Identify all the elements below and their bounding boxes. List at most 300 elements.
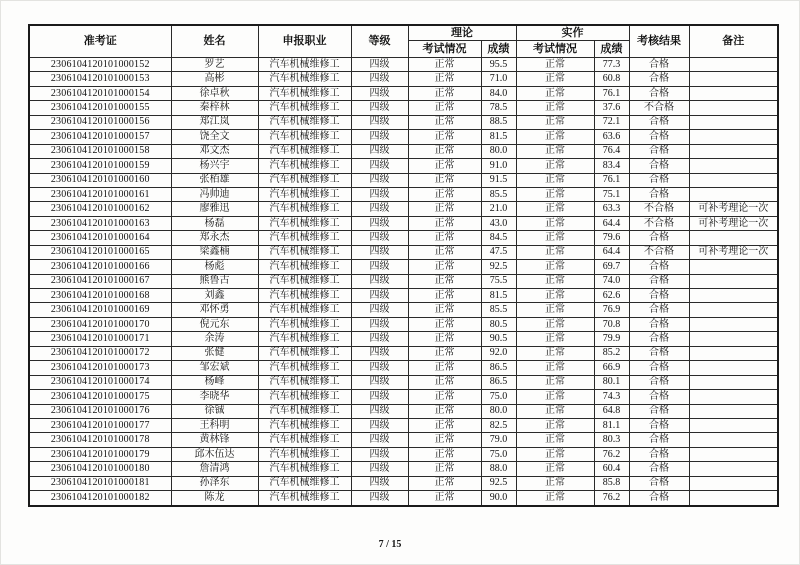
cell-remark — [689, 159, 778, 173]
cell-level: 四级 — [351, 187, 408, 201]
header-practical-status: 考试情况 — [516, 41, 594, 58]
cell-theory-score: 71.0 — [481, 72, 516, 86]
table-row — [29, 130, 778, 144]
cell-result: 合格 — [629, 173, 689, 187]
table-row — [29, 346, 778, 360]
cell-result: 合格 — [629, 274, 689, 288]
cell-level: 四级 — [351, 289, 408, 303]
cell-theory-status: 正常 — [408, 159, 481, 173]
cell-practical-status: 正常 — [516, 404, 594, 418]
cell-practical-score: 76.2 — [594, 447, 629, 461]
table-row — [29, 202, 778, 216]
cell-remark — [689, 144, 778, 158]
cell-admission-no: 2306104120101000178 — [29, 433, 171, 447]
cell-practical-status: 正常 — [516, 231, 594, 245]
cell-remark — [689, 346, 778, 360]
header-name: 姓名 — [171, 25, 258, 58]
cell-practical-score: 76.1 — [594, 173, 629, 187]
cell-admission-no: 2306104120101000182 — [29, 491, 171, 506]
table-row — [29, 418, 778, 432]
cell-theory-score: 75.0 — [481, 447, 516, 461]
cell-practical-status: 正常 — [516, 433, 594, 447]
cell-name: 倪元东 — [171, 317, 258, 331]
cell-theory-score: 82.5 — [481, 418, 516, 432]
cell-remark — [689, 303, 778, 317]
cell-occupation: 汽车机械维修工 — [258, 303, 351, 317]
cell-result: 合格 — [629, 58, 689, 72]
cell-remark — [689, 58, 778, 72]
cell-practical-score: 64.4 — [594, 216, 629, 230]
cell-name: 张栢雄 — [171, 173, 258, 187]
cell-practical-score: 85.2 — [594, 346, 629, 360]
cell-theory-score: 92.0 — [481, 346, 516, 360]
cell-theory-score: 90.5 — [481, 332, 516, 346]
cell-practical-status: 正常 — [516, 130, 594, 144]
cell-practical-status: 正常 — [516, 447, 594, 461]
cell-name: 熊鲁古 — [171, 274, 258, 288]
cell-practical-status: 正常 — [516, 216, 594, 230]
exam-results-table — [28, 24, 779, 507]
cell-level: 四级 — [351, 476, 408, 490]
table-row — [29, 115, 778, 129]
cell-practical-score: 60.8 — [594, 72, 629, 86]
cell-occupation: 汽车机械维修工 — [258, 418, 351, 432]
cell-practical-status: 正常 — [516, 303, 594, 317]
cell-theory-status: 正常 — [408, 462, 481, 476]
cell-practical-status: 正常 — [516, 245, 594, 259]
cell-theory-score: 80.0 — [481, 404, 516, 418]
table-header — [29, 25, 778, 58]
cell-theory-score: 78.5 — [481, 101, 516, 115]
cell-name: 余涛 — [171, 332, 258, 346]
table-row — [29, 260, 778, 274]
cell-practical-status: 正常 — [516, 317, 594, 331]
cell-name: 邓怀勇 — [171, 303, 258, 317]
table-row — [29, 58, 778, 72]
cell-level: 四级 — [351, 375, 408, 389]
cell-practical-status: 正常 — [516, 346, 594, 360]
cell-admission-no: 2306104120101000181 — [29, 476, 171, 490]
cell-occupation: 汽车机械维修工 — [258, 130, 351, 144]
cell-theory-score: 81.5 — [481, 130, 516, 144]
cell-level: 四级 — [351, 245, 408, 259]
cell-admission-no: 2306104120101000165 — [29, 245, 171, 259]
table-row — [29, 361, 778, 375]
table-row — [29, 462, 778, 476]
table-row — [29, 303, 778, 317]
cell-theory-status: 正常 — [408, 303, 481, 317]
cell-occupation: 汽车机械维修工 — [258, 317, 351, 331]
cell-theory-status: 正常 — [408, 202, 481, 216]
cell-occupation: 汽车机械维修工 — [258, 115, 351, 129]
cell-result: 合格 — [629, 447, 689, 461]
cell-admission-no: 2306104120101000166 — [29, 260, 171, 274]
cell-theory-status: 正常 — [408, 332, 481, 346]
cell-name: 徐铖 — [171, 404, 258, 418]
cell-practical-status: 正常 — [516, 72, 594, 86]
cell-result: 合格 — [629, 86, 689, 100]
cell-practical-score: 79.9 — [594, 332, 629, 346]
table-row — [29, 447, 778, 461]
cell-remark — [689, 130, 778, 144]
cell-practical-score: 64.4 — [594, 245, 629, 259]
cell-practical-status: 正常 — [516, 462, 594, 476]
cell-name: 杨兴宇 — [171, 159, 258, 173]
cell-name: 廖雅迅 — [171, 202, 258, 216]
cell-practical-score: 74.3 — [594, 390, 629, 404]
cell-remark — [689, 317, 778, 331]
cell-result: 合格 — [629, 346, 689, 360]
cell-remark — [689, 260, 778, 274]
cell-result: 合格 — [629, 231, 689, 245]
cell-admission-no: 2306104120101000156 — [29, 115, 171, 129]
cell-remark — [689, 390, 778, 404]
cell-level: 四级 — [351, 130, 408, 144]
cell-remark — [689, 86, 778, 100]
cell-practical-status: 正常 — [516, 187, 594, 201]
cell-occupation: 汽车机械维修工 — [258, 58, 351, 72]
cell-name: 孙泽东 — [171, 476, 258, 490]
cell-level: 四级 — [351, 404, 408, 418]
cell-result: 合格 — [629, 260, 689, 274]
cell-level: 四级 — [351, 115, 408, 129]
cell-practical-status: 正常 — [516, 332, 594, 346]
cell-remark — [689, 361, 778, 375]
cell-occupation: 汽车机械维修工 — [258, 462, 351, 476]
cell-practical-score: 70.8 — [594, 317, 629, 331]
header-practical-score: 成绩 — [594, 41, 629, 58]
cell-result: 不合格 — [629, 202, 689, 216]
cell-practical-status: 正常 — [516, 274, 594, 288]
cell-theory-score: 95.5 — [481, 58, 516, 72]
cell-theory-score: 47.5 — [481, 245, 516, 259]
table-row — [29, 433, 778, 447]
table-row — [29, 476, 778, 490]
cell-practical-score: 79.6 — [594, 231, 629, 245]
header-occupation: 申报职业 — [258, 25, 351, 58]
cell-level: 四级 — [351, 72, 408, 86]
cell-theory-score: 88.0 — [481, 462, 516, 476]
cell-remark — [689, 418, 778, 432]
cell-theory-score: 75.5 — [481, 274, 516, 288]
cell-practical-status: 正常 — [516, 361, 594, 375]
cell-name: 郑永杰 — [171, 231, 258, 245]
header-result: 考核结果 — [629, 25, 689, 58]
cell-level: 四级 — [351, 418, 408, 432]
cell-practical-score: 80.3 — [594, 433, 629, 447]
cell-result: 合格 — [629, 144, 689, 158]
cell-practical-status: 正常 — [516, 115, 594, 129]
cell-result: 合格 — [629, 159, 689, 173]
table-row — [29, 375, 778, 389]
cell-practical-score: 69.7 — [594, 260, 629, 274]
cell-theory-status: 正常 — [408, 274, 481, 288]
cell-practical-status: 正常 — [516, 86, 594, 100]
cell-theory-score: 80.5 — [481, 317, 516, 331]
table-row — [29, 159, 778, 173]
cell-level: 四级 — [351, 144, 408, 158]
cell-theory-status: 正常 — [408, 260, 481, 274]
table-row — [29, 317, 778, 331]
cell-result: 合格 — [629, 462, 689, 476]
cell-level: 四级 — [351, 317, 408, 331]
cell-level: 四级 — [351, 260, 408, 274]
cell-result: 合格 — [629, 130, 689, 144]
cell-name: 杨峰 — [171, 375, 258, 389]
cell-occupation: 汽车机械维修工 — [258, 476, 351, 490]
cell-level: 四级 — [351, 361, 408, 375]
cell-level: 四级 — [351, 303, 408, 317]
cell-occupation: 汽车机械维修工 — [258, 289, 351, 303]
cell-practical-score: 64.8 — [594, 404, 629, 418]
cell-theory-status: 正常 — [408, 173, 481, 187]
cell-practical-score: 76.9 — [594, 303, 629, 317]
cell-level: 四级 — [351, 491, 408, 506]
cell-result: 不合格 — [629, 245, 689, 259]
cell-practical-score: 76.4 — [594, 144, 629, 158]
cell-remark — [689, 433, 778, 447]
cell-occupation: 汽车机械维修工 — [258, 447, 351, 461]
cell-level: 四级 — [351, 462, 408, 476]
cell-remark — [689, 231, 778, 245]
cell-practical-score: 81.1 — [594, 418, 629, 432]
cell-remark — [689, 462, 778, 476]
table-row — [29, 86, 778, 100]
table-row — [29, 144, 778, 158]
cell-practical-status: 正常 — [516, 375, 594, 389]
cell-practical-status: 正常 — [516, 159, 594, 173]
cell-practical-status: 正常 — [516, 418, 594, 432]
cell-occupation: 汽车机械维修工 — [258, 433, 351, 447]
cell-remark — [689, 447, 778, 461]
cell-occupation: 汽车机械维修工 — [258, 390, 351, 404]
cell-remark — [689, 187, 778, 201]
page-number: 7 / 15 — [378, 539, 402, 550]
header-practical-group: 实作 — [516, 25, 629, 41]
header-level: 等级 — [351, 25, 408, 58]
cell-result: 合格 — [629, 289, 689, 303]
table-row — [29, 274, 778, 288]
cell-theory-status: 正常 — [408, 404, 481, 418]
cell-admission-no: 2306104120101000177 — [29, 418, 171, 432]
cell-remark — [689, 274, 778, 288]
cell-theory-score: 84.0 — [481, 86, 516, 100]
cell-admission-no: 2306104120101000162 — [29, 202, 171, 216]
cell-level: 四级 — [351, 332, 408, 346]
cell-name: 王科明 — [171, 418, 258, 432]
cell-admission-no: 2306104120101000170 — [29, 317, 171, 331]
cell-practical-score: 76.2 — [594, 491, 629, 506]
cell-theory-score: 81.5 — [481, 289, 516, 303]
cell-theory-score: 88.5 — [481, 115, 516, 129]
cell-remark — [689, 115, 778, 129]
cell-practical-status: 正常 — [516, 491, 594, 506]
cell-practical-score: 66.9 — [594, 361, 629, 375]
cell-theory-score: 79.0 — [481, 433, 516, 447]
cell-level: 四级 — [351, 447, 408, 461]
cell-result: 合格 — [629, 433, 689, 447]
cell-remark — [689, 101, 778, 115]
cell-theory-score: 92.5 — [481, 260, 516, 274]
header-admission-no: 准考证 — [29, 25, 171, 58]
cell-remark: 可补考理论一次 — [689, 216, 778, 230]
cell-result: 合格 — [629, 418, 689, 432]
cell-occupation: 汽车机械维修工 — [258, 187, 351, 201]
cell-theory-status: 正常 — [408, 101, 481, 115]
cell-theory-status: 正常 — [408, 289, 481, 303]
cell-name: 高彬 — [171, 72, 258, 86]
cell-theory-status: 正常 — [408, 491, 481, 506]
cell-theory-status: 正常 — [408, 187, 481, 201]
cell-theory-status: 正常 — [408, 390, 481, 404]
header-remark: 备注 — [689, 25, 778, 58]
cell-practical-score: 62.6 — [594, 289, 629, 303]
cell-result: 合格 — [629, 332, 689, 346]
cell-theory-status: 正常 — [408, 433, 481, 447]
cell-occupation: 汽车机械维修工 — [258, 202, 351, 216]
cell-practical-status: 正常 — [516, 58, 594, 72]
cell-admission-no: 2306104120101000155 — [29, 101, 171, 115]
cell-practical-status: 正常 — [516, 390, 594, 404]
cell-result: 合格 — [629, 303, 689, 317]
cell-admission-no: 2306104120101000179 — [29, 447, 171, 461]
cell-practical-score: 75.1 — [594, 187, 629, 201]
cell-level: 四级 — [351, 346, 408, 360]
cell-occupation: 汽车机械维修工 — [258, 144, 351, 158]
cell-level: 四级 — [351, 231, 408, 245]
cell-admission-no: 2306104120101000153 — [29, 72, 171, 86]
cell-admission-no: 2306104120101000159 — [29, 159, 171, 173]
cell-name: 詹清鸿 — [171, 462, 258, 476]
cell-admission-no: 2306104120101000157 — [29, 130, 171, 144]
cell-occupation: 汽车机械维修工 — [258, 346, 351, 360]
cell-theory-score: 75.0 — [481, 390, 516, 404]
cell-theory-status: 正常 — [408, 346, 481, 360]
cell-admission-no: 2306104120101000163 — [29, 216, 171, 230]
cell-level: 四级 — [351, 159, 408, 173]
cell-occupation: 汽车机械维修工 — [258, 245, 351, 259]
cell-level: 四级 — [351, 433, 408, 447]
cell-level: 四级 — [351, 173, 408, 187]
cell-theory-status: 正常 — [408, 418, 481, 432]
cell-occupation: 汽车机械维修工 — [258, 274, 351, 288]
cell-occupation: 汽车机械维修工 — [258, 86, 351, 100]
cell-admission-no: 2306104120101000160 — [29, 173, 171, 187]
cell-remark — [689, 491, 778, 506]
cell-theory-status: 正常 — [408, 231, 481, 245]
cell-level: 四级 — [351, 390, 408, 404]
cell-practical-score: 85.8 — [594, 476, 629, 490]
cell-practical-status: 正常 — [516, 202, 594, 216]
cell-result: 不合格 — [629, 216, 689, 230]
table-row — [29, 231, 778, 245]
cell-theory-status: 正常 — [408, 86, 481, 100]
cell-theory-score: 21.0 — [481, 202, 516, 216]
cell-name: 邓文杰 — [171, 144, 258, 158]
table-row — [29, 187, 778, 201]
cell-admission-no: 2306104120101000154 — [29, 86, 171, 100]
cell-occupation: 汽车机械维修工 — [258, 159, 351, 173]
cell-occupation: 汽车机械维修工 — [258, 361, 351, 375]
cell-remark — [689, 375, 778, 389]
cell-result: 合格 — [629, 317, 689, 331]
cell-admission-no: 2306104120101000174 — [29, 375, 171, 389]
cell-result: 不合格 — [629, 101, 689, 115]
cell-occupation: 汽车机械维修工 — [258, 260, 351, 274]
cell-result: 合格 — [629, 375, 689, 389]
cell-name: 郑江岚 — [171, 115, 258, 129]
cell-admission-no: 2306104120101000180 — [29, 462, 171, 476]
cell-occupation: 汽车机械维修工 — [258, 404, 351, 418]
cell-occupation: 汽车机械维修工 — [258, 332, 351, 346]
cell-theory-score: 92.5 — [481, 476, 516, 490]
table-row — [29, 101, 778, 115]
cell-theory-status: 正常 — [408, 375, 481, 389]
cell-name: 刘鑫 — [171, 289, 258, 303]
cell-theory-status: 正常 — [408, 245, 481, 259]
table-body — [29, 58, 778, 506]
cell-occupation: 汽车机械维修工 — [258, 173, 351, 187]
cell-admission-no: 2306104120101000176 — [29, 404, 171, 418]
cell-name: 徐卓秋 — [171, 86, 258, 100]
cell-practical-score: 63.3 — [594, 202, 629, 216]
cell-admission-no: 2306104120101000158 — [29, 144, 171, 158]
cell-remark — [689, 476, 778, 490]
cell-name: 张健 — [171, 346, 258, 360]
cell-theory-status: 正常 — [408, 317, 481, 331]
cell-practical-score: 74.0 — [594, 274, 629, 288]
cell-theory-status: 正常 — [408, 476, 481, 490]
cell-admission-no: 2306104120101000168 — [29, 289, 171, 303]
cell-admission-no: 2306104120101000161 — [29, 187, 171, 201]
table-row — [29, 173, 778, 187]
cell-remark: 可补考理论一次 — [689, 245, 778, 259]
cell-occupation: 汽车机械维修工 — [258, 72, 351, 86]
cell-name: 杨磊 — [171, 216, 258, 230]
table-row — [29, 390, 778, 404]
cell-level: 四级 — [351, 58, 408, 72]
cell-name: 李晓华 — [171, 390, 258, 404]
cell-result: 合格 — [629, 72, 689, 86]
cell-practical-score: 63.6 — [594, 130, 629, 144]
table-row — [29, 72, 778, 86]
cell-admission-no: 2306104120101000169 — [29, 303, 171, 317]
header-theory-group: 理论 — [408, 25, 516, 41]
cell-theory-score: 91.5 — [481, 173, 516, 187]
cell-name: 邱木伍达 — [171, 447, 258, 461]
cell-result: 合格 — [629, 404, 689, 418]
cell-admission-no: 2306104120101000173 — [29, 361, 171, 375]
cell-theory-status: 正常 — [408, 216, 481, 230]
cell-result: 合格 — [629, 361, 689, 375]
cell-occupation: 汽车机械维修工 — [258, 491, 351, 506]
cell-theory-score: 85.5 — [481, 303, 516, 317]
table-row — [29, 245, 778, 259]
cell-level: 四级 — [351, 101, 408, 115]
cell-practical-score: 83.4 — [594, 159, 629, 173]
cell-theory-status: 正常 — [408, 447, 481, 461]
cell-admission-no: 2306104120101000171 — [29, 332, 171, 346]
cell-name: 邹宏斌 — [171, 361, 258, 375]
cell-level: 四级 — [351, 86, 408, 100]
cell-theory-status: 正常 — [408, 72, 481, 86]
cell-name: 陈龙 — [171, 491, 258, 506]
cell-level: 四级 — [351, 216, 408, 230]
cell-name: 罗艺 — [171, 58, 258, 72]
cell-result: 合格 — [629, 390, 689, 404]
cell-theory-status: 正常 — [408, 144, 481, 158]
cell-theory-score: 84.5 — [481, 231, 516, 245]
